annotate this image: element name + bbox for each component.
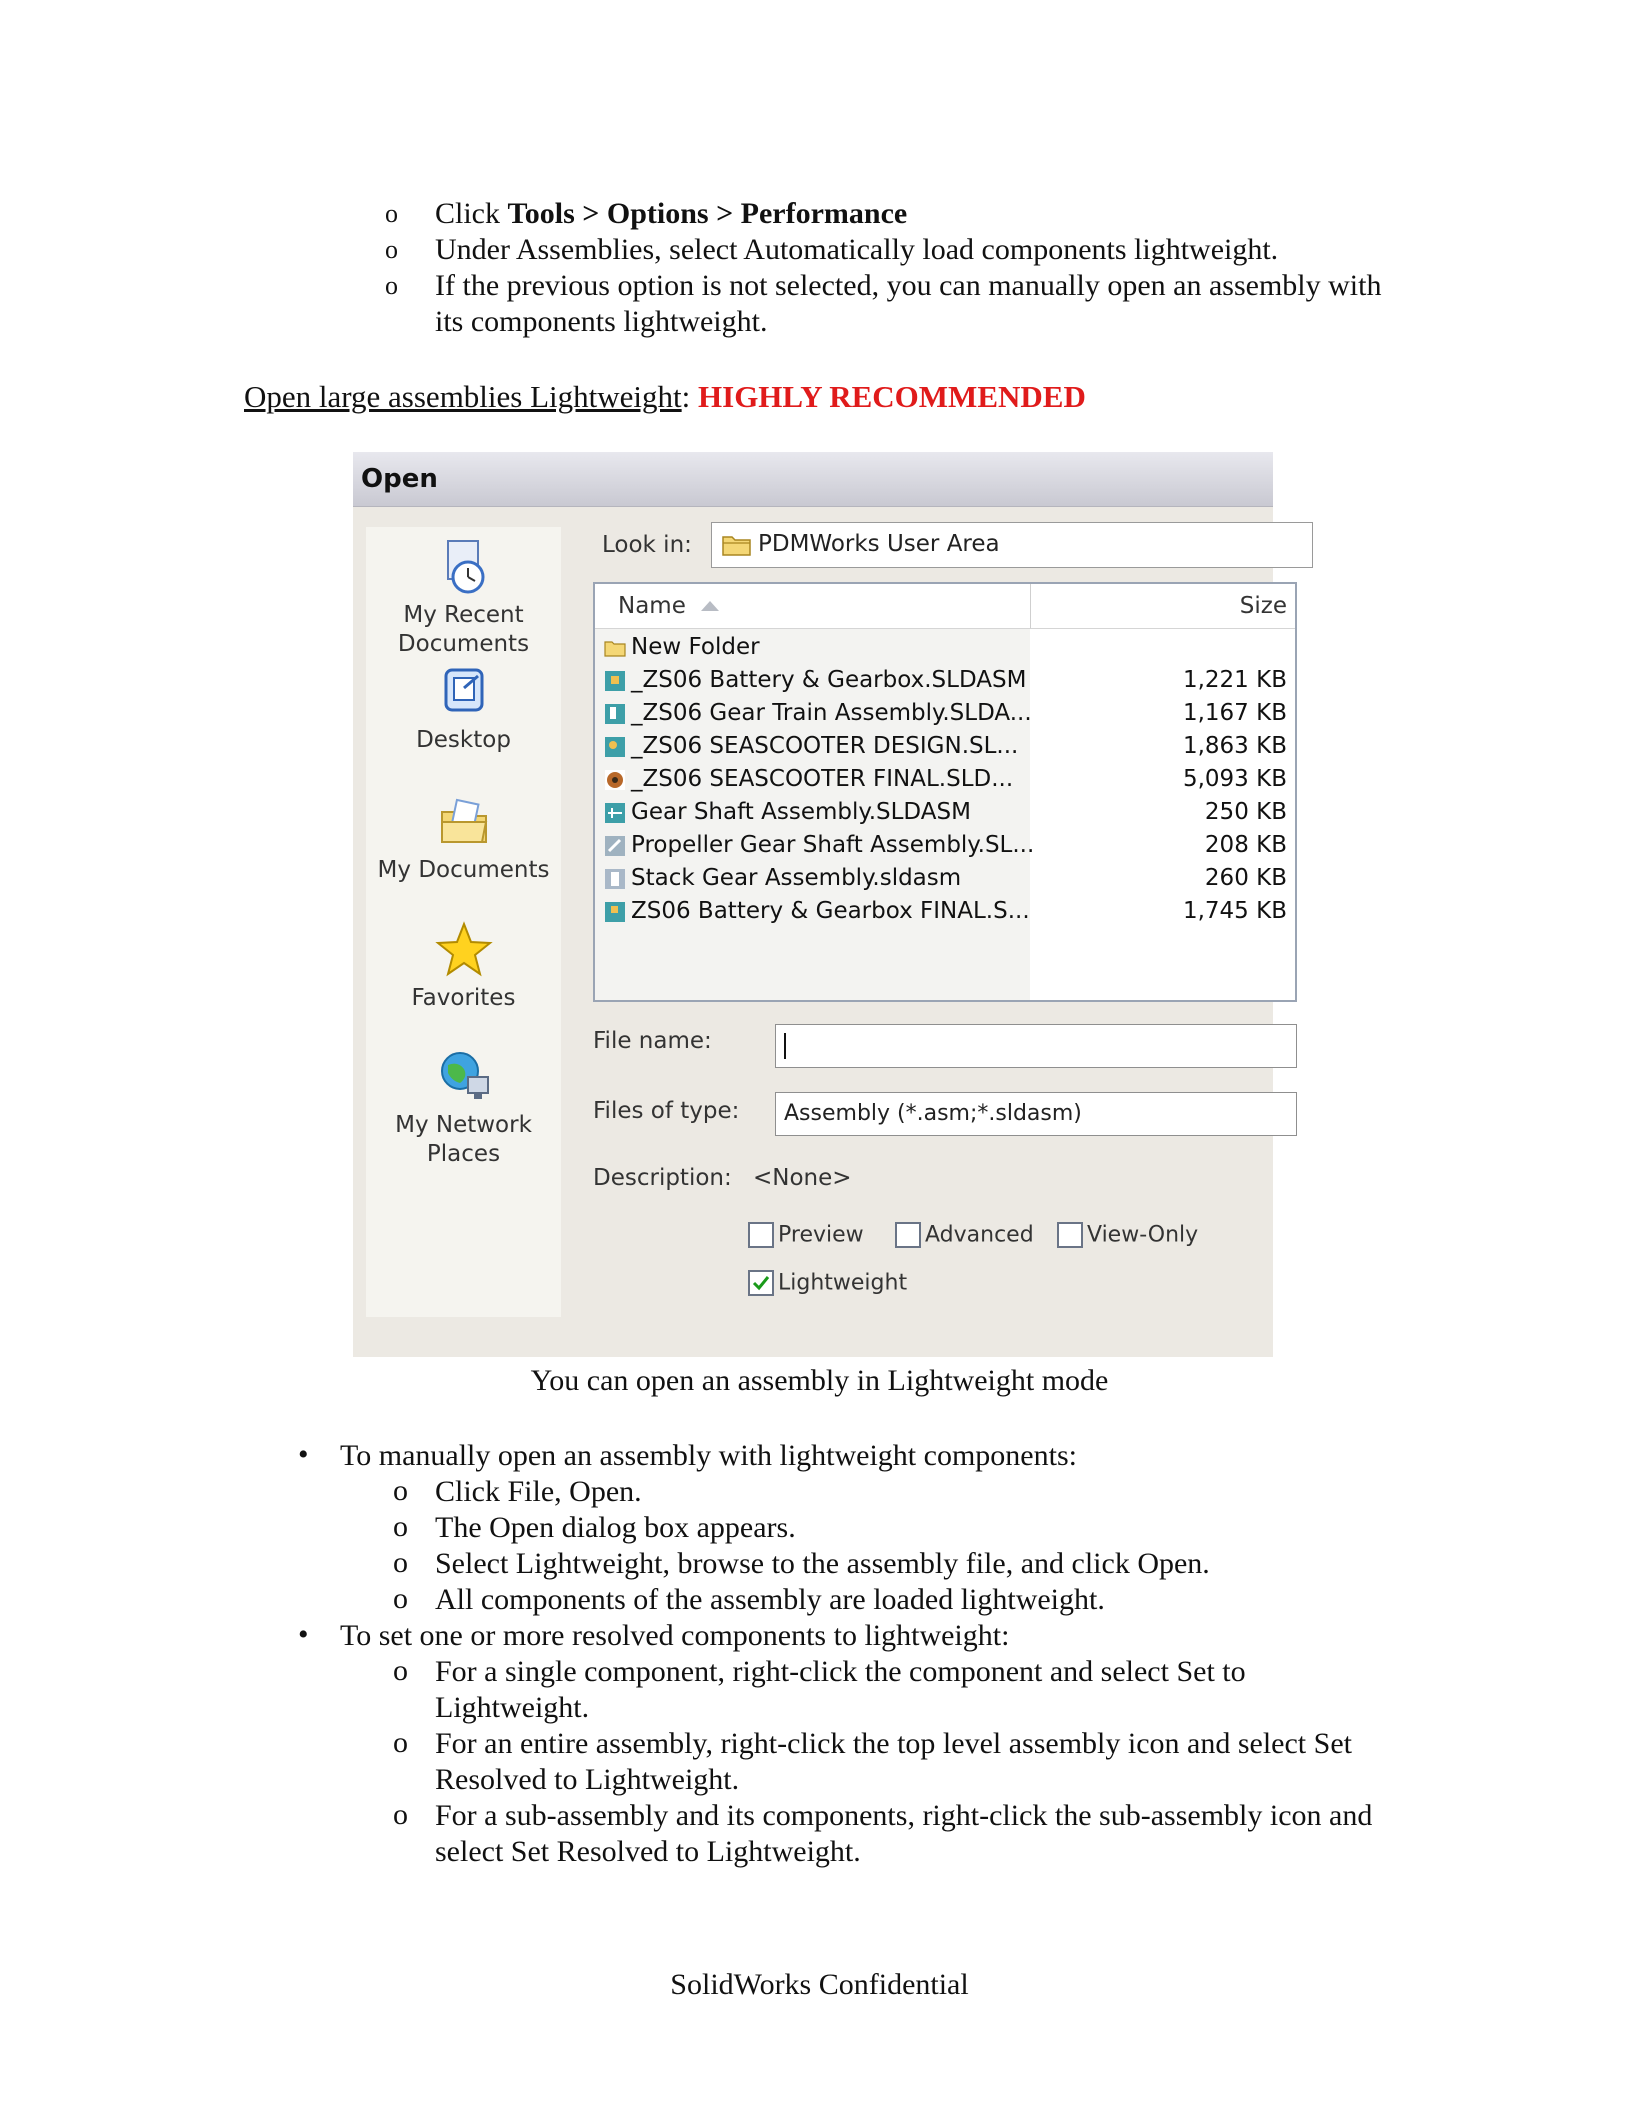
file-row[interactable] [595,665,1295,698]
advanced-checkbox[interactable] [895,1222,1034,1248]
heading-separator: : [681,379,699,414]
file-name: _ZS06 SEASCOOTER FINAL.SLD... [631,766,1014,792]
file-row[interactable] [595,698,1295,731]
bullet-text: To manually open an assembly with lightweight components: [340,1439,1077,1472]
folder-icon [604,637,626,659]
file-name: ZS06 Battery & Gearbox FINAL.S... [631,898,1030,924]
list-item [393,1798,1390,1870]
step-text: Click File, Open. [435,1475,642,1508]
file-row[interactable] [595,632,1295,665]
file-name-label: File name: [593,1028,712,1054]
step-text: For a sub-assembly and its components, right-click the sub-assembly icon and select Set Resolved to Lightweight. [435,1799,1373,1868]
list-item [393,1654,1390,1726]
assembly-file-icon [604,802,626,824]
file-name: Stack Gear Assembly.sldasm [631,865,962,891]
assembly-file-icon [604,901,626,923]
my-documents-icon [434,792,494,852]
step-text: All components of the assembly are loaded lightweight. [435,1583,1105,1616]
list-item [393,1582,1390,1618]
checkbox-box [1057,1222,1083,1248]
network-places-icon [434,1047,494,1107]
list-marker: o [393,1798,408,1831]
description-value: <None> [753,1165,852,1191]
file-size: 250 KB [1204,799,1287,825]
checkbox-box [748,1270,774,1296]
assembly-file-icon [604,670,626,692]
list-marker: o [393,1474,408,1507]
list-item [393,1726,1390,1798]
list-item [385,232,1415,268]
place-label: My Documents [377,857,550,883]
places-bar [366,527,561,1317]
file-name: Gear Shaft Assembly.SLDASM [631,799,971,825]
checkbox-label: Preview [778,1222,864,1248]
file-row[interactable] [595,863,1295,896]
file-size: 1,167 KB [1182,700,1287,726]
list-item [393,1510,1390,1546]
text-caret [784,1033,786,1059]
place-label: My Network Places [395,1112,532,1167]
file-size: 260 KB [1204,865,1287,891]
file-name: New Folder [631,634,760,660]
step-text: For an entire assembly, right-click the top level assembly icon and select Set Resolved to Lightweight. [435,1727,1352,1796]
recent-documents-icon [434,537,494,597]
bullet-text: To set one or more resolved components to lightweight: [340,1619,1010,1652]
file-size: 1,745 KB [1182,898,1287,924]
checkmark-icon [751,1273,771,1293]
checkbox-label: View-Only [1087,1222,1199,1248]
place-label: Desktop [416,727,511,753]
bullet-item [298,1618,1390,1870]
list-item [393,1474,1390,1510]
figure-caption: You can open an assembly in Lightweight mode [530,1364,1109,1397]
checkbox-label: Lightweight [778,1270,908,1296]
file-name: _ZS06 Battery & Gearbox.SLDASM [631,667,1027,693]
assembly-file-icon [604,703,626,725]
checkbox-label: Advanced [925,1222,1034,1248]
section-heading [244,379,1086,415]
assembly-file-icon [604,868,626,890]
step-text: Under Assemblies, select Automatically load components lightweight. [435,233,1279,266]
sub-list [340,1654,1390,1870]
column-size-label: Size [1239,593,1287,619]
step-text: For a single component, right-click the component and select Set to Lightweight. [435,1655,1246,1724]
file-row[interactable] [595,830,1295,863]
checkbox-box [895,1222,921,1248]
column-name-label: Name [618,593,686,619]
list-item [393,1546,1390,1582]
page-footer: SolidWorks Confidential [670,1968,969,2001]
list-marker: o [393,1654,408,1687]
look-in-dropdown[interactable] [711,522,1313,568]
file-size: 5,093 KB [1182,766,1287,792]
look-in-label: Look in: [602,532,692,558]
preview-checkbox[interactable] [748,1222,864,1248]
list-item [385,196,1415,232]
place-label: Favorites [411,985,516,1011]
place-label: My Recent Documents [397,602,530,657]
file-size: 208 KB [1204,832,1287,858]
files-of-type-value: Assembly (*.asm;*.sldasm) [784,1101,1082,1126]
open-dialog [353,452,1287,1357]
recommendation-text: HIGHLY RECOMMENDED [698,379,1086,414]
place-desktop[interactable] [366,662,561,755]
favorites-star-icon [434,920,494,980]
heading-link-text: Open large assemblies Lightweight [244,379,682,414]
list-marker: o [393,1582,408,1615]
column-header-name[interactable] [595,584,1031,629]
list-marker: o [393,1510,408,1543]
file-row[interactable] [595,731,1295,764]
file-row[interactable] [595,896,1295,929]
place-my-network-places[interactable] [366,1047,561,1169]
bullet-item [298,1438,1390,1618]
performance-steps-list [385,196,1415,340]
file-name-input[interactable] [775,1024,1297,1068]
file-row[interactable] [595,797,1295,830]
dialog-titlebar[interactable] [353,452,1273,507]
menu-path: Tools > Options > Performance [507,197,908,230]
assembly-file-icon [604,835,626,857]
list-marker: o [385,199,398,228]
list-marker: o [385,235,398,264]
bullet-marker: • [298,1438,309,1471]
look-in-value: PDMWorks User Area [758,531,1000,557]
file-name: _ZS06 SEASCOOTER DESIGN.SL... [631,733,1019,759]
file-name: _ZS06 Gear Train Assembly.SLDA... [631,700,1032,726]
bullet-marker: • [298,1618,309,1651]
lightweight-checkbox[interactable] [748,1270,907,1296]
place-favorites[interactable] [366,920,561,1013]
file-name: Propeller Gear Shaft Assembly.SL... [631,832,1035,858]
list-item [385,268,1415,340]
column-header-size[interactable] [1031,584,1295,629]
folder-icon [722,533,752,557]
step-text: If the previous option is not selected, you can manually open an assembly with its components lightweight. [435,269,1382,338]
sort-ascending-icon [700,600,720,612]
place-my-documents[interactable] [366,792,561,885]
file-list[interactable] [593,582,1297,1002]
list-marker: o [393,1726,408,1759]
file-size: 1,863 KB [1182,733,1287,759]
description-label: Description: [593,1165,732,1191]
desktop-icon [434,662,494,722]
files-of-type-label: Files of type: [593,1098,740,1124]
step-text: Click [435,197,508,230]
checkbox-box [748,1222,774,1248]
list-marker: o [385,271,398,300]
view-only-checkbox[interactable] [1057,1222,1198,1248]
dialog-title: Open [361,464,438,494]
place-my-recent-documents[interactable] [366,537,561,659]
assembly-file-icon [604,736,626,758]
files-of-type-dropdown[interactable] [775,1092,1297,1136]
file-size: 1,221 KB [1182,667,1287,693]
step-text: The Open dialog box appears. [435,1511,796,1544]
sub-list [340,1474,1390,1618]
list-marker: o [393,1546,408,1579]
step-text: Select Lightweight, browse to the assembly file, and click Open. [435,1547,1210,1580]
assembly-file-icon [604,769,626,791]
instructions-list [298,1438,1390,1870]
file-row[interactable] [595,764,1295,797]
